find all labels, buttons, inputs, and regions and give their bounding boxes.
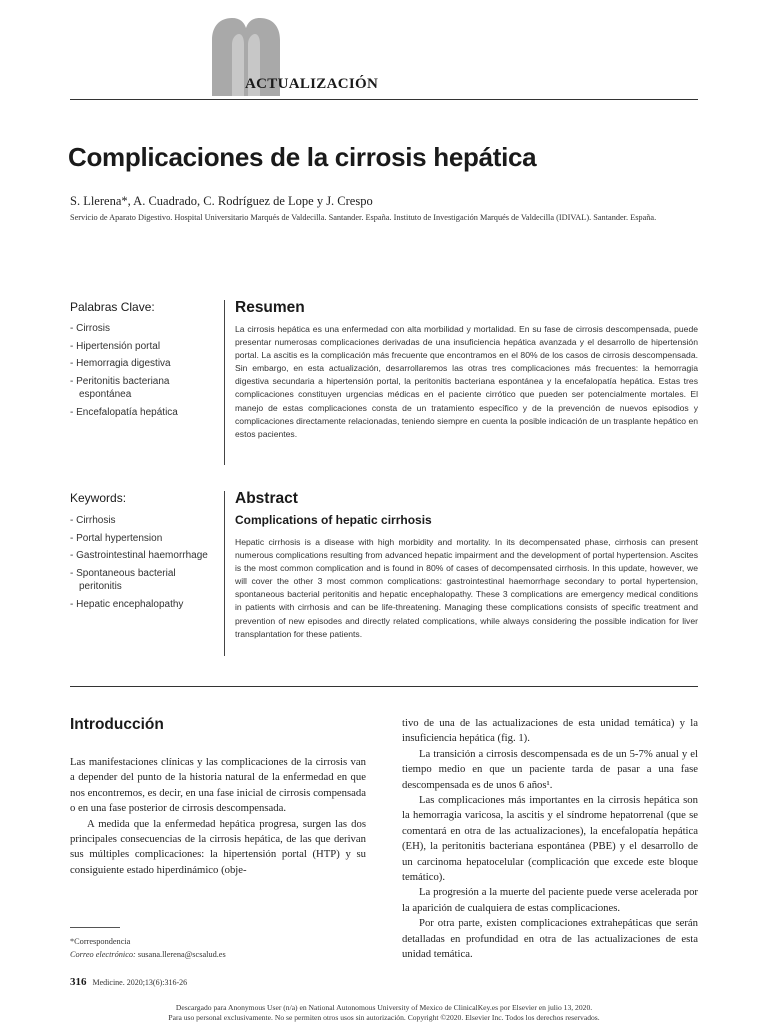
intro-heading: Introducción — [70, 716, 164, 733]
correspondence-label: *Correspondencia — [70, 937, 131, 946]
keyword-item: - Peritonitis bacteriana espontánea — [70, 375, 170, 400]
article-affiliation: Servicio de Aparato Digestivo. Hospital Universitario Marqués de Valdecilla. Santander. España. Instituto de Investigación Marqués de Valdecilla (IDIVAL). Santander. España. — [70, 213, 657, 222]
keywords-es-list — [70, 322, 220, 423]
keyword-item: - Hemorragia digestiva — [70, 358, 171, 369]
resumen-text: La cirrosis hepática es una enfermedad con alta morbilidad y mortalidad. En su fase de cirrosis descompensada, puede presentar numerosas complicaciones derivadas de una insuficiencia hepática avanzada y el desarrollo de hipertensión portal. La ascitis es la complicación más frecuente que encontramos en el 80% de los casos de cirrosis descompensada. Sin embargo, en esta actualización, desarrollaremos las otras tres complicaciones más frecuentes: la hemorragia digestiva secundaria a hipertensión portal, la peritonitis bacteriana espontánea y la encefalopatía hepática. Estas tres complicaciones constituyen urgencias médicas en el paciente cirrótico que pueden ser potencialmente mortales. El manejo de estas complicaciones consta de un tratamiento específico y de la prevención de nuevos episodios y complicaciones directamente relacionadas, teniendo siempre en cuenta la posible indicación de un trasplante hepático en estos pacientes. — [235, 324, 698, 439]
keywords-en-heading: Keywords: — [70, 491, 127, 505]
keyword-item: - Encefalopatía hepática — [70, 406, 178, 418]
header-divider — [70, 99, 698, 100]
intro-paragraph: Por otra parte, existen complicaciones extrahepáticas que serán detalladas en profundidad en otra de las actualizaciones de esta unidad temática. — [402, 917, 698, 961]
journal-citation: Medicine. 2020;13(6):316-26 — [92, 978, 188, 987]
keyword-item: - Cirrosis — [70, 323, 110, 334]
intro-right-column — [402, 716, 698, 963]
keywords-es-heading: Palabras Clave: — [70, 300, 155, 314]
download-notice — [0, 1003, 768, 1023]
resumen-heading: Resumen — [235, 299, 305, 316]
abstract-bottom-divider — [70, 686, 698, 687]
abstract-text: Hepatic cirrhosis is a disease with high morbidity and mortality. In its decompensated phase, cirrhosis can present numerous complications resulting from advanced hepatic impairment and the development of portal hypertension. Ascites is the most common complication and is found in 80% of cases of decompensated cirrhosis. In this update, however, we will cover the other 3 most common complications: gastrointestinal haemorrhage secondary to portal hypertension, spontaneous bacterial peritonitis and hepatic encephalopathy. These 3 complications are emergency medical conditions in patients with cirrhosis and can be life-threatening. Managing these complications consists of specific treatment and prevention of new episodes and directly related complications, while always considering the possible indication for liver transplantation for these patients. — [235, 537, 698, 639]
keyword-item: - Portal hypertension — [70, 532, 163, 544]
keyword-item: - Hipertensión portal — [70, 340, 161, 352]
page-info — [70, 976, 187, 988]
intro-paragraph: La progresión a la muerte del paciente puede verse acelerada por la aparición de cualquiera de estas complicaciones. — [402, 886, 698, 914]
keywords-en-list — [70, 514, 220, 615]
email-label: Correo electrónico: — [70, 950, 136, 959]
intro-paragraph: A medida que la enfermedad hepática progresa, surgen las dos principales consecuencias de la cirrosis hepática, de las que derivan sus múltiples complicaciones: la hipertensión portal (HTP) y su consiguiente estado hiperdinámico (obje- — [70, 817, 366, 876]
intro-paragraph: Las complicaciones más importantes en la cirrosis hepática son la hemorragia varicosa, la ascitis y el síndrome hepatorrenal (que se comentará en otra de las actualizaciones), la encefalopatía hepática (EH), la peritonitis bacteriana espontánea (PBE) y el desarrollo de un carcinoma hepatocelular (complicación que excede este bloque temático). — [402, 794, 698, 884]
article-title: Complicaciones de la cirrosis hepática — [68, 142, 537, 172]
keyword-item: - Hepatic encephalopathy — [70, 598, 184, 610]
page-number: 316 — [70, 976, 87, 988]
keyword-item: - Gastrointestinal haemorrhage — [70, 550, 208, 561]
footnote-divider — [70, 927, 120, 928]
intro-paragraph: Las manifestaciones clínicas y las complicaciones de la cirrosis van a depender del punto de la historia natural de la enfermedad en que nos encontremos, es decir, en una fase inicial de cirrosis compensada o en una fase posterior de cirrosis descompensada. — [70, 756, 366, 815]
intro-paragraph: La transición a cirrosis descompensada es de un 5-7% anual y el tiempo medio en que un paciente tarda de pasar a una fase descompensada es de unos 6 años¹. — [402, 747, 698, 791]
download-notice-line: Para uso personal exclusivamente. No se permiten otros usos sin autorización. Copyright ©2020. Elsevier Inc. Todos los derechos reservados. — [168, 1013, 600, 1022]
resumen-divider — [224, 300, 225, 465]
abstract-divider — [224, 491, 225, 656]
download-notice-line: Descargado para Anonymous User (n/a) en National Autonomous University of Mexico de ClinicalKey.es por Elsevier en julio 13, 2020. — [175, 1003, 593, 1012]
keyword-item: - Cirrhosis — [70, 515, 116, 526]
abstract-heading: Abstract — [235, 490, 298, 507]
abstract-subheading: Complications of hepatic cirrhosis — [235, 513, 432, 527]
section-label: ACTUALIZACIÓN — [245, 76, 379, 92]
footnote — [70, 935, 226, 961]
intro-left-column — [70, 755, 366, 878]
article-authors: S. Llerena*, A. Cuadrado, C. Rodríguez de Lope y J. Crespo — [70, 194, 373, 208]
intro-paragraph: tivo de una de las actualizaciones de esta unidad temática) y la insuficiencia hepática (fig. 1). — [402, 717, 698, 745]
keyword-item: - Spontaneous bacterial peritonitis — [70, 567, 176, 592]
correspondence-email[interactable]: susana.llerena@scsalud.es — [137, 950, 226, 959]
